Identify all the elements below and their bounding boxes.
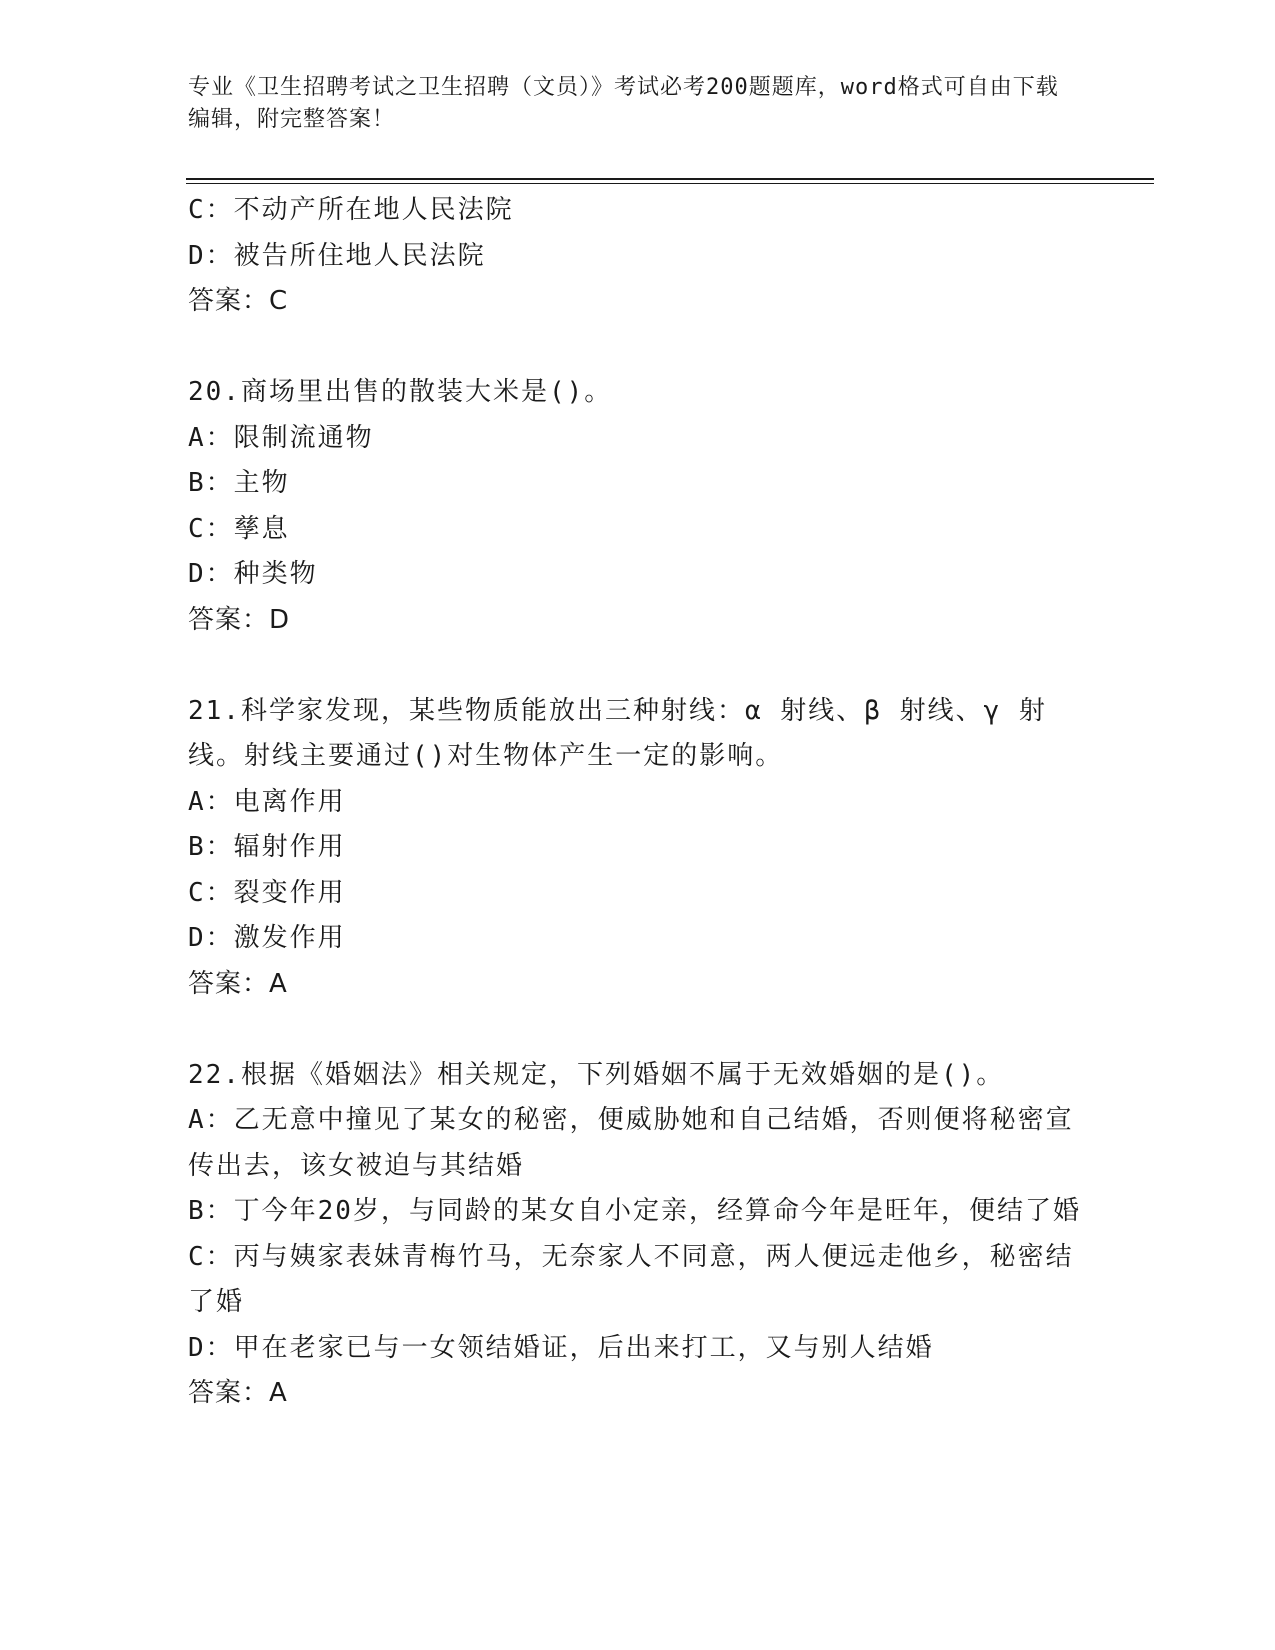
option-b: B：辐射作用 <box>188 832 346 862</box>
option-a: A：限制流通物 <box>188 422 374 453</box>
answer: 答案：A <box>188 968 288 999</box>
option-c: C：不动产所在地人民法院 <box>188 195 514 225</box>
option-c: C：丙与姨家表妹青梅竹马，无奈家人不同意，两人便远走他乡，秘密结了婚 <box>188 1241 1074 1317</box>
document-body <box>188 188 1088 1417</box>
answer: 答案：A <box>188 1378 288 1408</box>
question-20 <box>188 370 1088 643</box>
carryover-question <box>188 188 1088 325</box>
option-c: C：孳息 <box>188 513 290 544</box>
question-stem: 20.商场里出售的散装大米是()。 <box>188 377 613 407</box>
question-22 <box>188 1053 1088 1417</box>
option-a: A：电离作用 <box>188 786 346 817</box>
answer: 答案：C <box>188 286 289 316</box>
option-d: D：激发作用 <box>188 923 346 953</box>
question-stem: 21.科学家发现，某些物质能放出三种射线：α 射线、β 射线、γ 射线。射线主要通过()对生物体产生一定的影响。 <box>188 695 1047 771</box>
option-d: D：被告所住地人民法院 <box>188 240 486 271</box>
option-b: B：主物 <box>188 468 290 498</box>
spacer <box>188 1007 1088 1053</box>
option-b: B：丁今年20岁，与同龄的某女自小定亲，经算命今年是旺年，便结了婚 <box>188 1196 1081 1226</box>
option-c: C：裂变作用 <box>188 877 346 908</box>
option-d: D：甲在老家已与一女领结婚证，后出来打工，又与别人结婚 <box>188 1332 934 1363</box>
spacer <box>188 643 1088 689</box>
header-rule-thin <box>186 183 1154 184</box>
option-d: D：种类物 <box>188 559 318 589</box>
question-stem: 22.根据《婚姻法》相关规定，下列婚姻不属于无效婚姻的是()。 <box>188 1059 1005 1090</box>
answer: 答案：D <box>188 604 291 635</box>
header-rule-thick <box>186 178 1154 180</box>
document-header: 专业《卫生招聘考试之卫生招聘（文员）》考试必考200题题库，word格式可自由下载编辑，附完整答案！ <box>188 75 1059 132</box>
question-21 <box>188 689 1088 1008</box>
spacer <box>188 325 1088 371</box>
option-a: A：乙无意中撞见了某女的秘密，便威胁她和自己结婚，否则便将秘密宣传出去，该女被迫与其结婚 <box>188 1105 1074 1181</box>
